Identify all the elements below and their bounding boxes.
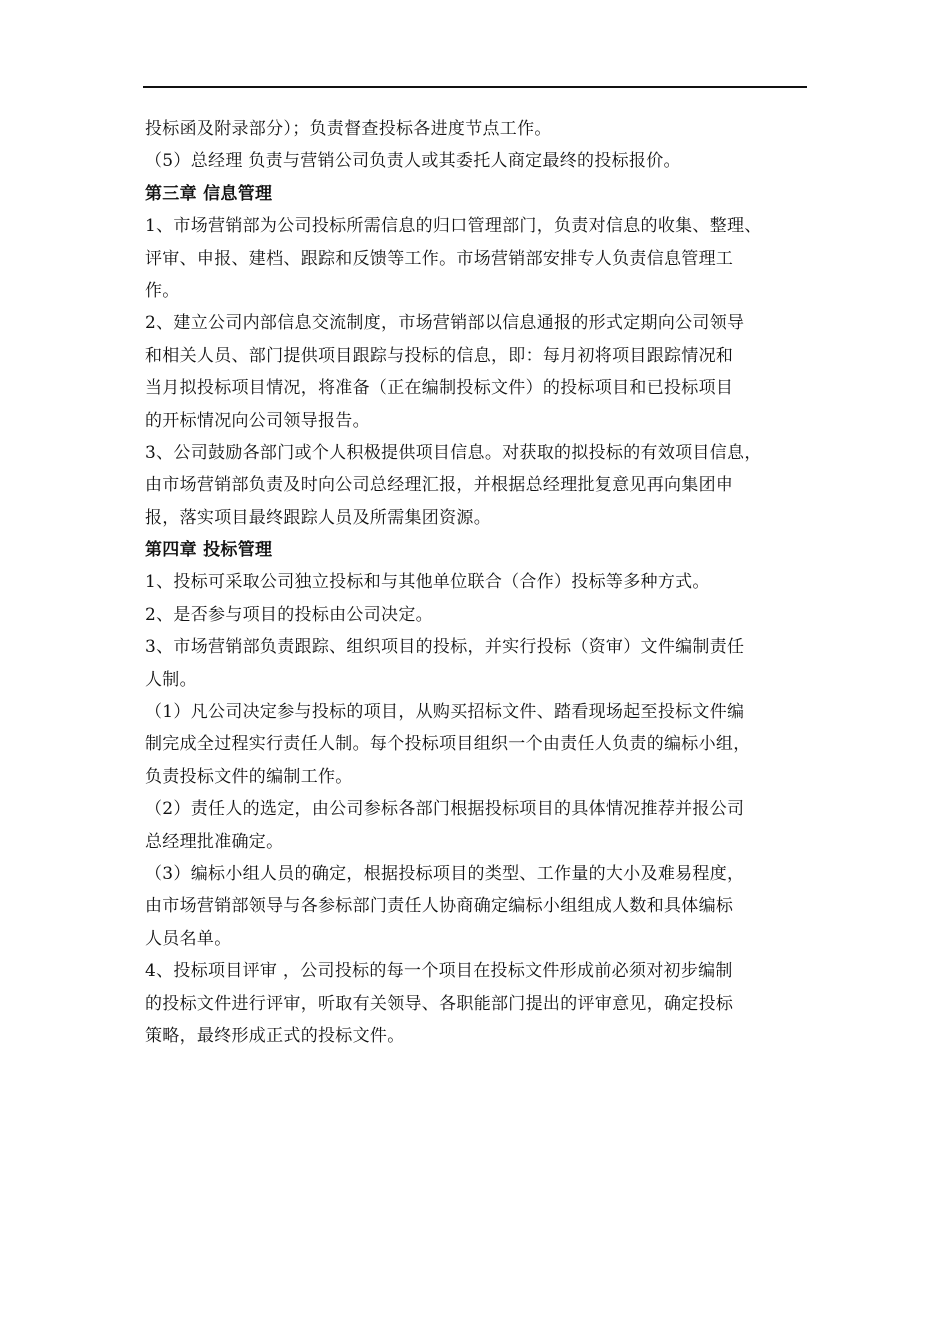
chapter-heading: 第三章 信息管理 — [145, 183, 273, 204]
paragraph-line: 3、公司鼓励各部门或个人积极提供项目信息。对获取的拟投标的有效项目信息， — [145, 442, 762, 463]
paragraph-line: 人员名单。 — [145, 928, 232, 949]
paragraph-line: 评审、申报、建档、跟踪和反馈等工作。市场营销部安排专人负责信息管理工 — [145, 248, 734, 269]
paragraph-line: （3）编标小组人员的确定，根据投标项目的类型、工作量的大小及难易程度， — [145, 863, 745, 884]
paragraph-line: 由市场营销部负责及时向公司总经理汇报，并根据总经理批复意见再向集团申 — [145, 475, 734, 496]
paragraph-line: 由市场营销部领导与各参标部门责任人协商确定编标小组组成人数和具体编标 — [145, 896, 734, 917]
paragraph-line: 负责投标文件的编制工作。 — [145, 766, 353, 787]
paragraph-line: 制完成全过程实行责任人制。每个投标项目组织一个由责任人负责的编标小组， — [145, 734, 751, 755]
paragraph-line: 3、市场营销部负责跟踪、组织项目的投标，并实行投标（资审）文件编制责任 — [145, 637, 745, 658]
paragraph-line: 投标函及附录部分）；负责督查投标各进度节点工作。 — [145, 119, 552, 139]
paragraph-line: 2、是否参与项目的投标由公司决定。 — [145, 604, 433, 625]
paragraph-line: （1）凡公司决定参与投标的项目，从购买招标文件、踏看现场起至投标文件编 — [145, 702, 745, 723]
paragraph-line: 的投标文件进行评审，听取有关领导、各职能部门提出的评审意见，确定投标 — [145, 993, 734, 1014]
document-body — [145, 113, 810, 1052]
paragraph-line: 4、投标项目评审 ，公司投标的每一个项目在投标文件形成前必须对初步编制 — [145, 961, 733, 982]
paragraph-line: 报，落实项目最终跟踪人员及所需集团资源。 — [145, 507, 491, 528]
chapter-heading: 第四章 投标管理 — [145, 540, 273, 561]
paragraph-line: 的开标情况向公司领导报告。 — [145, 410, 370, 431]
paragraph-line: 1、市场营销部为公司投标所需信息的归口管理部门，负责对信息的收集、整理、 — [145, 216, 762, 237]
header-rule — [143, 86, 807, 88]
paragraph-line: 作。 — [145, 280, 180, 301]
paragraph-line: 当月拟投标项目情况，将准备（正在编制投标文件）的投标项目和已投标项目 — [145, 378, 734, 399]
paragraph-line: （2）责任人的选定，由公司参标各部门根据投标项目的具体情况推荐并报公司 — [145, 799, 745, 820]
paragraph-line: 总经理批准确定。 — [145, 831, 284, 852]
paragraph-line: 和相关人员、部门提供项目跟踪与投标的信息，即：每月初将项目跟踪情况和 — [145, 345, 734, 366]
paragraph-line: 2、建立公司内部信息交流制度，市场营销部以信息通报的形式定期向公司领导 — [145, 313, 745, 334]
paragraph-line: 策略，最终形成正式的投标文件。 — [145, 1025, 405, 1046]
paragraph-line: 人制。 — [145, 669, 197, 690]
paragraph-line: （5）总经理 负责与营销公司负责人或其委托人商定最终的投标报价。 — [145, 151, 681, 172]
paragraph-line: 1、投标可采取公司独立投标和与其他单位联合（合作）投标等多种方式。 — [145, 572, 710, 593]
